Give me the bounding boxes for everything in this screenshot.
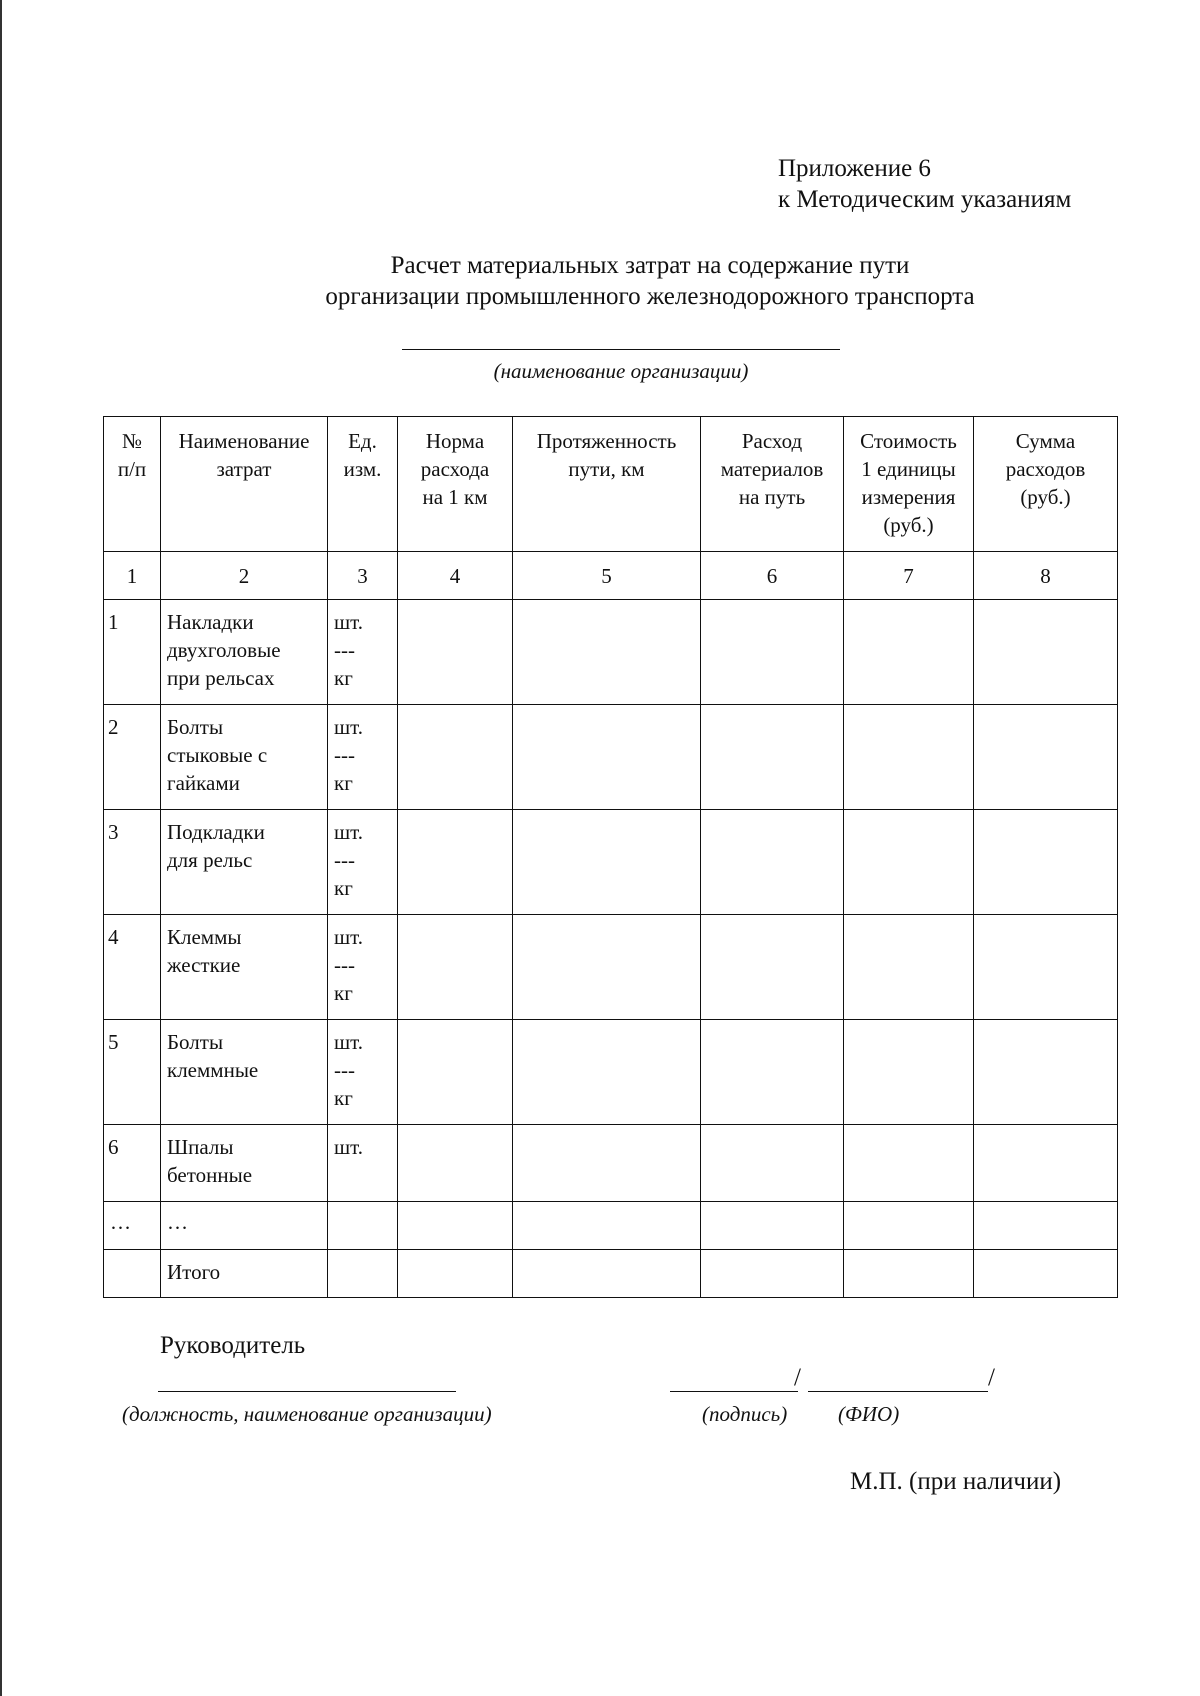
unit-line: шт. xyxy=(334,820,364,844)
column-header-3 xyxy=(328,417,398,552)
empty-cell xyxy=(398,915,513,1020)
empty-cell xyxy=(844,1125,974,1202)
empty-cell xyxy=(104,1250,161,1298)
unit-line: --- xyxy=(334,953,355,977)
empty-cell xyxy=(701,1125,844,1202)
empty-cell xyxy=(513,1202,701,1250)
title-line-1: Расчет материальных затрат на содержание пути xyxy=(390,252,910,279)
row-number: 3 xyxy=(104,810,161,915)
empty-cell xyxy=(398,810,513,915)
header-line: Норма xyxy=(425,429,485,453)
unit-line: шт. xyxy=(334,1030,364,1054)
header-line: Ед. xyxy=(348,429,377,453)
manager-label: Руководитель xyxy=(160,1332,306,1359)
empty-cell xyxy=(398,1250,513,1298)
unit-line: шт. xyxy=(334,1135,364,1159)
empty-cell xyxy=(844,1202,974,1250)
row-number: 5 xyxy=(104,1020,161,1125)
empty-cell xyxy=(701,810,844,915)
empty-cell xyxy=(328,1202,398,1250)
table-row xyxy=(104,915,1118,1020)
empty-cell xyxy=(844,1020,974,1125)
header-line: 1 единицы xyxy=(861,457,956,481)
column-number: 2 xyxy=(161,552,328,600)
empty-cell xyxy=(844,810,974,915)
empty-cell xyxy=(398,705,513,810)
ellipsis-name: … xyxy=(161,1202,328,1250)
cost-name-line: Накладки xyxy=(167,610,254,634)
material-costs-table xyxy=(103,416,1118,1298)
empty-cell xyxy=(974,705,1118,810)
cost-name-line: Болты xyxy=(167,1030,224,1054)
empty-cell xyxy=(701,1020,844,1125)
unit-line: кг xyxy=(334,666,353,690)
empty-cell xyxy=(974,915,1118,1020)
empty-cell xyxy=(844,705,974,810)
header-line: Наименование xyxy=(178,429,310,453)
empty-cell xyxy=(974,1202,1118,1250)
position-line xyxy=(158,1391,456,1392)
empty-cell xyxy=(974,1020,1118,1125)
empty-cell xyxy=(974,600,1118,705)
cost-name xyxy=(161,810,328,915)
column-header-4 xyxy=(398,417,513,552)
header-line: Стоимость xyxy=(860,429,957,453)
cost-name xyxy=(161,1020,328,1125)
slash-1: / xyxy=(794,1364,801,1391)
unit-line: кг xyxy=(334,1086,353,1110)
unit-line: шт. xyxy=(334,715,364,739)
empty-cell xyxy=(398,1125,513,1202)
empty-cell xyxy=(398,1202,513,1250)
cost-name-line: при рельсах xyxy=(167,666,275,690)
row-number: 6 xyxy=(104,1125,161,1202)
appendix-line-2: к Методическим указаниям xyxy=(778,186,1072,213)
table-row-ellipsis xyxy=(104,1202,1118,1250)
header-line: Протяженность xyxy=(536,429,677,453)
header-line: измерения xyxy=(861,485,956,509)
empty-cell xyxy=(513,1250,701,1298)
unit-line: --- xyxy=(334,1058,355,1082)
position-caption: (должность, наименование организации) xyxy=(122,1402,492,1426)
column-number: 7 xyxy=(844,552,974,600)
table-row xyxy=(104,1020,1118,1125)
unit-cell xyxy=(328,1020,398,1125)
cost-name xyxy=(161,600,328,705)
cost-name-line: Шпалы xyxy=(167,1135,234,1159)
unit-line: кг xyxy=(334,771,353,795)
cost-name xyxy=(161,1125,328,1202)
total-label: Итого xyxy=(161,1250,328,1298)
empty-cell xyxy=(513,915,701,1020)
table-row-total xyxy=(104,1250,1118,1298)
header-line: Расход xyxy=(741,429,803,453)
empty-cell xyxy=(974,1125,1118,1202)
column-header-2 xyxy=(161,417,328,552)
column-number: 1 xyxy=(104,552,161,600)
cost-name-line: Клеммы xyxy=(167,925,242,949)
column-number: 6 xyxy=(701,552,844,600)
header-line: Сумма xyxy=(1015,429,1076,453)
cost-name-line: гайками xyxy=(167,771,240,795)
header-line: № xyxy=(121,429,143,453)
table-row xyxy=(104,810,1118,915)
column-number: 8 xyxy=(974,552,1118,600)
appendix-note xyxy=(778,153,1071,215)
unit-line: кг xyxy=(334,876,353,900)
empty-cell xyxy=(701,600,844,705)
row-number: 4 xyxy=(104,915,161,1020)
organization-caption: (наименование организации) xyxy=(493,359,749,383)
row-number: 2 xyxy=(104,705,161,810)
unit-cell xyxy=(328,1125,398,1202)
fio-line xyxy=(808,1391,988,1392)
column-header-8 xyxy=(974,417,1118,552)
table-row xyxy=(104,1125,1118,1202)
seal-note: М.П. (при наличии) xyxy=(850,1468,1062,1495)
column-number: 4 xyxy=(398,552,513,600)
header-line: изм. xyxy=(343,457,382,481)
unit-cell xyxy=(328,705,398,810)
signature-line xyxy=(670,1391,798,1392)
column-header-7 xyxy=(844,417,974,552)
header-line: затрат xyxy=(216,457,272,481)
cost-name xyxy=(161,915,328,1020)
cost-name xyxy=(161,705,328,810)
unit-line: --- xyxy=(334,743,355,767)
empty-cell xyxy=(844,1250,974,1298)
document-title xyxy=(0,250,1200,312)
ellipsis-num: … xyxy=(104,1202,161,1250)
empty-cell xyxy=(513,810,701,915)
empty-cell xyxy=(513,600,701,705)
table-row xyxy=(104,600,1118,705)
empty-cell xyxy=(701,915,844,1020)
cost-name-line: двухголовые xyxy=(167,638,281,662)
cost-name-line: стыковые с xyxy=(167,743,268,767)
header-line: (руб.) xyxy=(1020,485,1071,509)
empty-cell xyxy=(844,915,974,1020)
column-header-1 xyxy=(104,417,161,552)
empty-cell xyxy=(328,1250,398,1298)
empty-cell xyxy=(513,1020,701,1125)
cost-name-line: клеммные xyxy=(167,1058,259,1082)
header-line: на 1 км xyxy=(422,485,488,509)
unit-line: шт. xyxy=(334,925,364,949)
header-line: (руб.) xyxy=(883,513,934,537)
empty-cell xyxy=(701,1250,844,1298)
header-line: расхода xyxy=(420,457,490,481)
header-line: расходов xyxy=(1005,457,1086,481)
empty-cell xyxy=(844,600,974,705)
cost-name-line: Болты xyxy=(167,715,224,739)
unit-cell xyxy=(328,915,398,1020)
empty-cell xyxy=(701,1202,844,1250)
signature-block xyxy=(670,1364,1000,1394)
column-number: 5 xyxy=(513,552,701,600)
table-header-row xyxy=(104,417,1118,552)
empty-cell xyxy=(701,705,844,810)
column-number: 3 xyxy=(328,552,398,600)
row-number: 1 xyxy=(104,600,161,705)
slash-2: / xyxy=(988,1364,995,1391)
appendix-line-1: Приложение 6 xyxy=(778,155,931,182)
unit-cell xyxy=(328,600,398,705)
cost-name-line: Подкладки xyxy=(167,820,265,844)
header-line: материалов xyxy=(720,457,824,481)
title-line-2: организации промышленного железнодорожного транспорта xyxy=(325,283,975,310)
cost-name-line: бетонные xyxy=(167,1163,253,1187)
column-header-6 xyxy=(701,417,844,552)
column-number-row xyxy=(104,552,1118,600)
column-header-5 xyxy=(513,417,701,552)
unit-line: --- xyxy=(334,638,355,662)
empty-cell xyxy=(513,705,701,810)
empty-cell xyxy=(398,1020,513,1125)
unit-cell xyxy=(328,810,398,915)
unit-line: кг xyxy=(334,981,353,1005)
organization-name-line xyxy=(402,349,840,350)
empty-cell xyxy=(974,1250,1118,1298)
signature-caption: (подпись) xyxy=(702,1402,788,1426)
empty-cell xyxy=(513,1125,701,1202)
header-line: на путь xyxy=(738,485,806,509)
fio-caption: (ФИО) xyxy=(838,1402,900,1426)
header-line: пути, км xyxy=(568,457,645,481)
unit-line: шт. xyxy=(334,610,364,634)
unit-line: --- xyxy=(334,848,355,872)
empty-cell xyxy=(398,600,513,705)
cost-name-line: для рельс xyxy=(167,848,253,872)
header-line: п/п xyxy=(117,457,147,481)
empty-cell xyxy=(974,810,1118,915)
table-row xyxy=(104,705,1118,810)
cost-name-line: жесткие xyxy=(167,953,241,977)
